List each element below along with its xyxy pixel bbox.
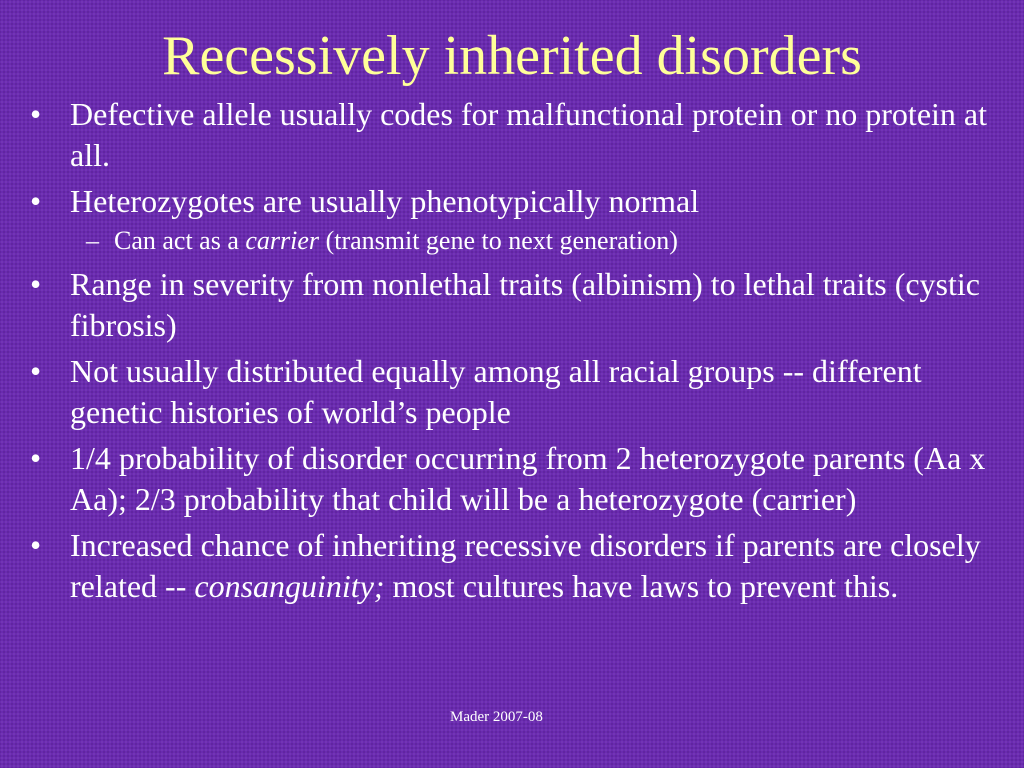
bullet-marker: •: [30, 96, 42, 132]
bullet-item: [30, 264, 1005, 346]
bullet-item: [30, 181, 1005, 222]
sub-bullet-term: carrier: [245, 226, 320, 255]
bullet-item: [30, 525, 1005, 607]
bullet-text: Not usually distributed equally among all racial groups -- different genetic histories of world’s people: [70, 353, 922, 430]
bullet-list: [30, 94, 1005, 612]
bullet-marker: •: [30, 353, 42, 389]
bullet-marker: •: [30, 440, 42, 476]
sub-bullet-item: [30, 224, 1005, 257]
bullet-text-post: most cultures have laws to prevent this.: [384, 568, 899, 604]
bullet-term: consanguinity;: [194, 568, 385, 604]
bullet-text-pre: Increased chance of inheriting recessive disorders if parents are closely related --: [70, 527, 981, 604]
sub-bullet-text-pre: Can act as a: [114, 226, 246, 255]
bullet-item: [30, 94, 1005, 176]
bullet-item: [30, 438, 1005, 520]
bullet-marker: •: [30, 183, 42, 219]
bullet-marker: •: [30, 266, 42, 302]
sub-bullet-text-post: (transmit gene to next generation): [319, 226, 678, 255]
sub-bullet-marker: –: [86, 226, 99, 255]
footer-credit: Mader 2007-08: [450, 709, 543, 725]
slide-title: Recessively inherited disorders: [162, 25, 862, 87]
bullet-text: Heterozygotes are usually phenotypically normal: [70, 183, 700, 219]
bullet-item: [30, 351, 1005, 433]
bullet-text: Defective allele usually codes for malfunctional protein or no protein at all.: [70, 96, 987, 173]
bullet-text: 1/4 probability of disorder occurring from 2 heterozygote parents (Aa x Aa); 2/3 probability that child will be a heterozygote (carrier): [70, 440, 986, 517]
bullet-marker: •: [30, 527, 42, 563]
bullet-text: Range in severity from nonlethal traits (albinism) to lethal traits (cystic fibrosis): [70, 266, 980, 343]
